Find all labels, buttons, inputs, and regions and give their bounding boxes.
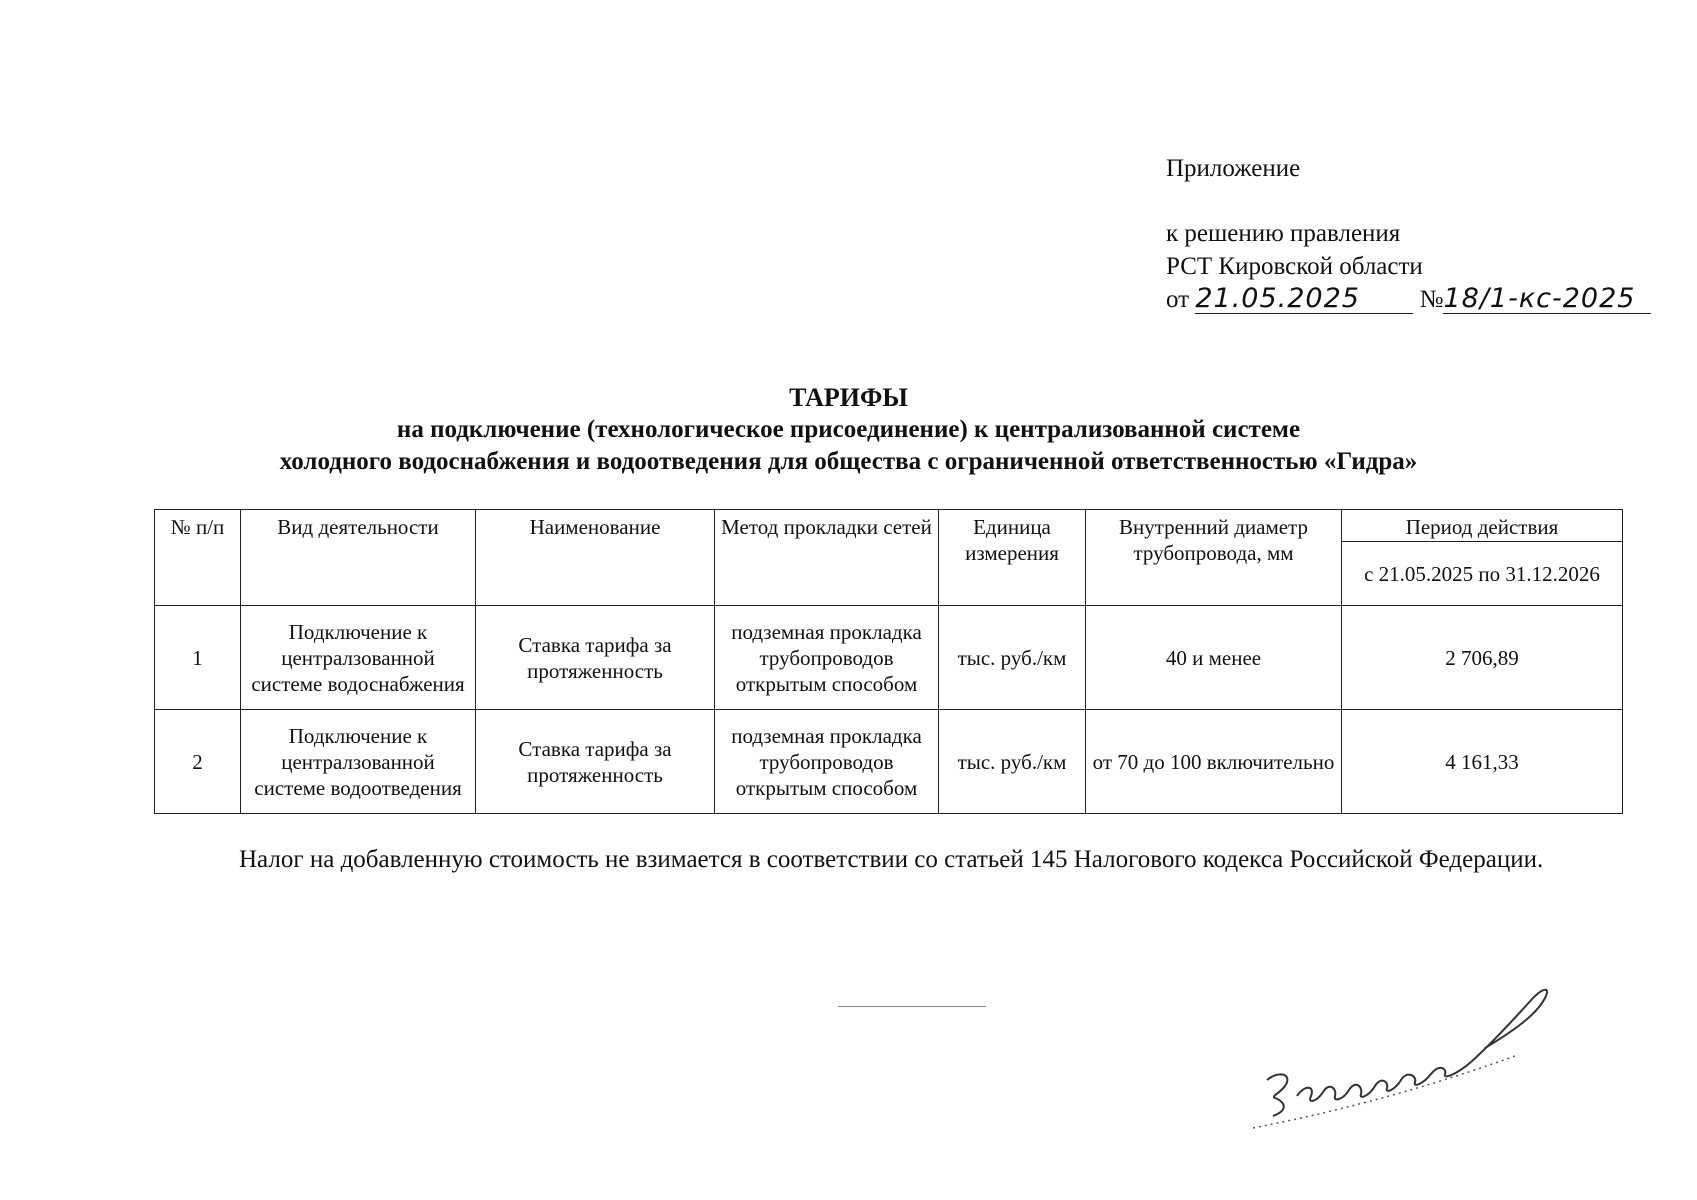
header-num: № п/п [155,510,241,606]
cell-diameter: 40 и менее [1086,606,1342,710]
cell-value: 4 161,33 [1342,710,1623,814]
cell-diameter: от 70 до 100 включительно [1086,710,1342,814]
cell-unit: тыс. руб./км [939,710,1086,814]
heading-title: ТАРИФЫ [789,383,908,412]
cell-num: 2 [155,710,241,814]
header-unit: Единица измерения [939,510,1086,606]
handwritten-number: 18/1-кс-2025 [1443,285,1651,314]
appendix-block [1166,152,1651,316]
cell-activity: Подключение к централзованной системе водоотведения [241,710,476,814]
header-method: Метод прокладки сетей [715,510,939,606]
table-row [155,710,1623,814]
heading-subtitle-2: холодного водоснабжения и водоотведения для общества с ограниченной ответственностью «Гидра» [279,448,1418,475]
header-diameter: Внутренний диаметр трубопровода, мм [1086,510,1342,606]
table-row [155,606,1623,710]
number-prefix: № [1419,286,1444,313]
divider [838,1006,986,1007]
cell-name: Ставка тарифа за протяженность [476,606,715,710]
header-name: Наименование [476,510,715,606]
header-period: Период действия [1342,510,1623,542]
vat-note: Налог на добавленную стоимость не взимается в соответствии со статьей 145 Налогового кодекса Российской Федерации. [239,846,1544,873]
cell-value: 2 706,89 [1342,606,1623,710]
heading-subtitle-1: на подключение (технологическое присоединение) к централизованной системе [396,416,1301,443]
appendix-line-2: РСТ Кировской области [1166,253,1423,280]
appendix-title: Приложение [1166,155,1301,182]
cell-num: 1 [155,606,241,710]
handwritten-date: 21.05.2025 [1195,285,1413,314]
cell-activity: Подключение к централзованной системе водоснабжения [241,606,476,710]
date-prefix: от [1166,286,1190,313]
appendix-date-line [1166,283,1651,316]
document-heading [0,382,1697,478]
cell-unit: тыс. руб./км [939,606,1086,710]
cell-name: Ставка тарифа за протяженность [476,710,715,814]
cell-method: подземная прокладка трубопроводов открытым способом [715,710,939,814]
tariffs-table [154,509,1623,814]
handwritten-signature [1245,978,1575,1138]
header-period-date: с 21.05.2025 по 31.12.2026 [1342,542,1623,606]
appendix-line-1: к решению правления [1166,220,1401,247]
header-activity: Вид деятельности [241,510,476,606]
cell-method: подземная прокладка трубопроводов открытым способом [715,606,939,710]
